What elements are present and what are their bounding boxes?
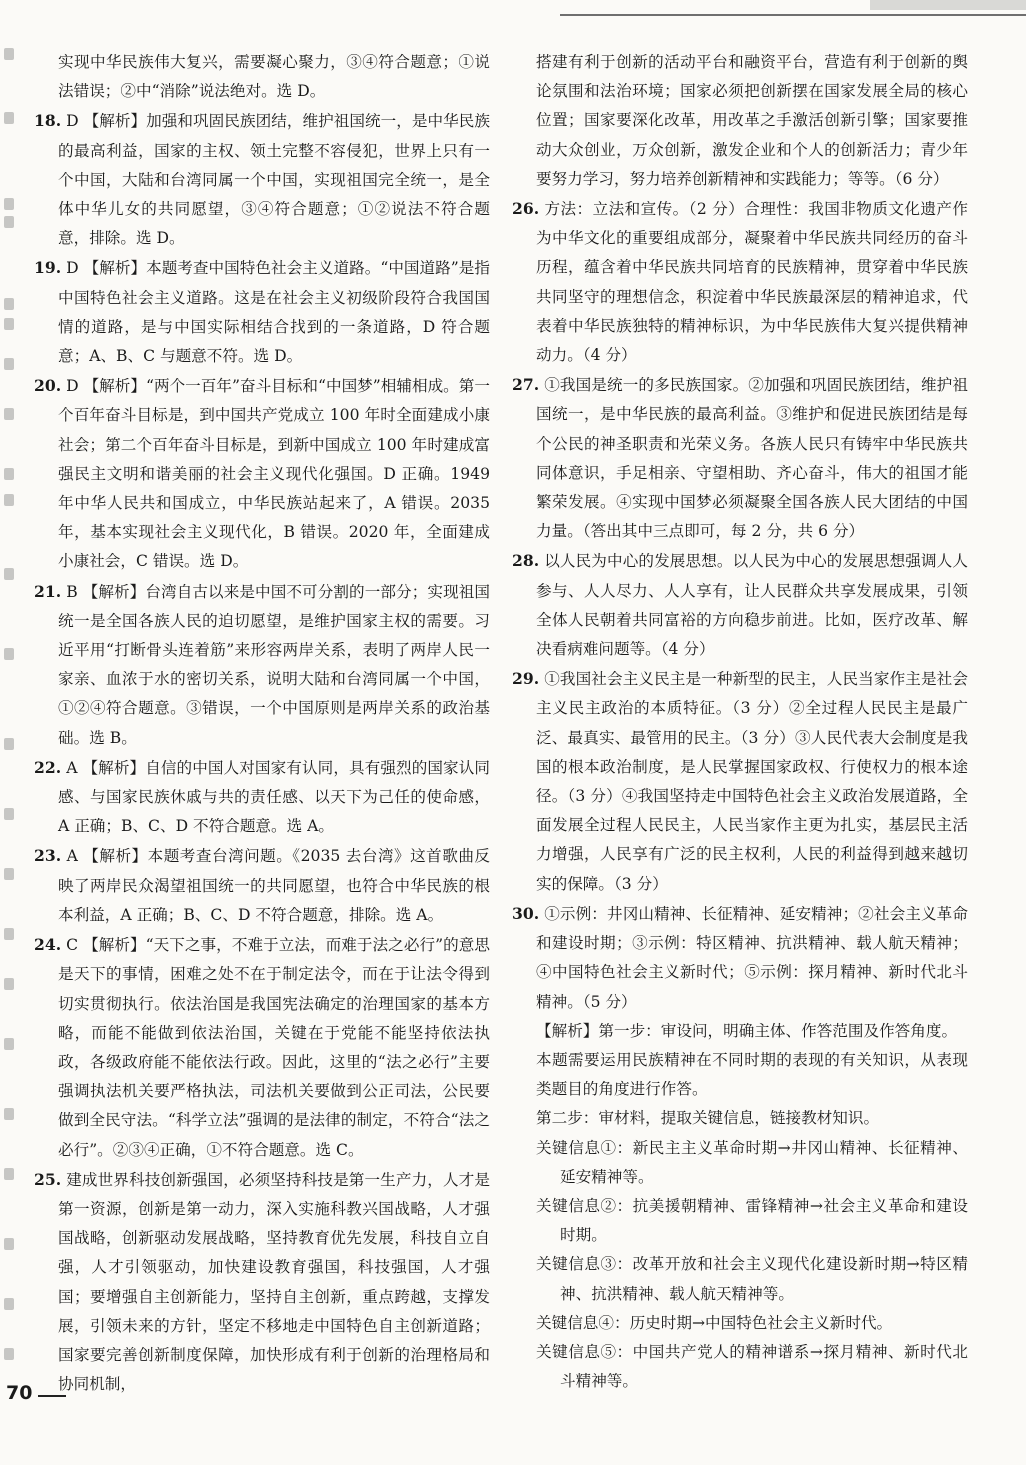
page-number-dash <box>38 1395 66 1397</box>
question-number: 25. <box>34 1169 62 1189</box>
left-column <box>34 48 490 1399</box>
answer-text: ①我国是统一的多民族国家。②加强和巩固民族团结，维护祖国统一，是中华民族的最高利益。③维护和促进民族团结是每个公民的神圣职责和光荣义务。各族人民只有铸牢中华民族共同体意识，手足相亲、守望相助、齐心奋斗，伟大的祖国才能繁荣发展。④实现中国梦必须凝聚全国各族人民大团结的中国力量。（答出其中三点即可，每 2 分，共 6 分） <box>536 376 968 541</box>
answer-text: C 【解析】“天下之事，不难于立法，而难于法之必行”的意思是天下的事情，困难之处不在于制定法令，而在于让法令得到切实贯彻执行。依法治国是我国宪法确定的治理国家的基本方略，而能不能做到依法治国，关键在于党能不能坚持依法执政，各级政府能不能依法行政。因此，这里的“法之必行”主要强调执法机关要严格执法，司法机关要做到公正司法，公民要做到全民守法。“科学立法”强调的是法律的制定，不符合“法之必行”。②③④正确，①不符合题意。选 C。 <box>58 936 490 1159</box>
answer-21 <box>34 577 490 753</box>
answer-27 <box>512 370 968 546</box>
question-number: 19. <box>34 258 62 278</box>
answer-20 <box>34 371 490 576</box>
analysis-intro: 本题需要运用民族精神在不同时期的表现的有关知识，从表现类题目的角度进行作答。 <box>536 1050 968 1099</box>
analysis-step-2: 第二步：审材料，提取关键信息，链接教材知识。 <box>536 1109 880 1128</box>
question-number: 26. <box>512 199 540 219</box>
answer-text: A 【解析】本题考查台湾问题。《2035 去台湾》这首歌曲反映了两岸民众渴望祖国统一的共同愿望，也符合中华民族的根本利益，A 正确；B、C、D 不符合题意，排除。选 A。 <box>58 847 490 924</box>
answer-24 <box>34 930 490 1165</box>
question-number: 21. <box>34 581 62 601</box>
answer-text: B 【解析】台湾自古以来是中国不可分割的一部分；实现祖国统一是全国各族人民的迫切愿望，是维护国家主权的需要。习近平用“打断骨头连着筋”来形容两岸关系，表明了两岸人民一家亲、血浓于水的密切关系，说明大陆和台湾同属一个中国，①②④符合题意。③错误，一个中国原则是两岸关系的政治基础。选 B。 <box>58 582 490 747</box>
question-number: 22. <box>34 757 62 777</box>
answer-text: D 【解析】本题考查中国特色社会主义道路。“中国道路”是指中国特色社会主义道路。这是在社会主义初级阶段符合我国国情的道路，是与中国实际相结合找到的一条道路，D 符合题意；A、B、C 与题意不符。选 D。 <box>58 259 490 366</box>
key-info-5: 关键信息⑤：中国共产党人的精神谱系→探月精神、新时代北斗精神等。 <box>536 1342 968 1391</box>
answer-18 <box>34 106 490 253</box>
answer-23 <box>34 841 490 930</box>
answer-29 <box>512 664 968 899</box>
answer-text: 以人民为中心的发展思想。以人民为中心的发展思想强调人人参与、人人尽力、人人享有，让人民群众共享发展成果，引领全体人民朝着共同富裕的方向稳步前进。比如，医疗改革、解决看病难问题等。（4 分） <box>536 552 968 659</box>
answer-text: D 【解析】加强和巩固民族团结，维护祖国统一，是中华民族的最高利益，国家的主权、领土完整不容侵犯，世界上只有一个中国，大陆和台湾同属一个中国，实现祖国完全统一，是全体中华儿女的共同愿望，③④符合题意；①②说法不符合题意，排除。选 D。 <box>58 112 490 248</box>
answer-text: A 【解析】自信的中国人对国家有认同，具有强烈的国家认同感、与国家民族休戚与共的责任感、以天下为己任的使命感，A 正确；B、C、D 不符合题意。选 A。 <box>58 758 490 836</box>
question-number: 27. <box>512 375 540 395</box>
answer-text: D 【解析】“两个一百年”奋斗目标和“中国梦”相辅相成。第一个百年奋斗目标是，到中国共产党成立 100 年时全面建成小康社会；第二个百年奋斗目标是，到新中国成立 100 年时建成富强民主文明和谐美丽的社会主义现代化强国。D 正确。1949 年中华人民共和国成立，中华民族站起来了，A 错误。2035 年，基本实现社会主义现代化，B 错误。2020 年，全面建成小康社会，C 错误。选 D。 <box>58 377 490 571</box>
right-column <box>512 48 968 1396</box>
q17-tail: 实现中华民族伟大复兴，需要凝心聚力，③④符合题意；①说法错误；②中“消除”说法绝对。选 D。 <box>58 53 490 101</box>
q25-tail: 搭建有利于创新的活动平台和融资平台，营造有利于创新的舆论氛围和法治环境；国家必须把创新摆在国家发展全局的核心位置；国家要深化改革，用改革之手激活创新引擎；国家要推动大众创业，万众创新，激发企业和个人的创新活力；青少年要努力学习，努力培养创新精神和实践能力；等等。（6 分） <box>536 53 968 188</box>
question-number: 23. <box>34 846 62 866</box>
question-number: 29. <box>512 669 540 689</box>
answer-30 <box>512 899 968 1017</box>
answer-text: 建成世界科技创新强国，必须坚持科技是第一生产力，人才是第一资源，创新是第一动力，深入实施科教兴国战略，人才强国战略，创新驱动发展战略，坚持教育优先发展，科技自立自强，人才引领驱动，加快建设教育强国，科技强国，人才强国；要增强自主创新能力，坚持自主创新，重点跨越，支撑发展，引领未来的方针，坚定不移地走中国特色自主创新道路；国家要完善创新制度保障，加快形成有利于创新的治理格局和协同机制， <box>58 1170 490 1394</box>
answer-text: ①我国社会主义民主是一种新型的民主，人民当家作主是社会主义民主政治的本质特征。（3 分）②全过程人民民主是最广泛、最真实、最管用的民主。（3 分）③人民代表大会制度是我国的根本政治制度，是人民掌握国家政权、行使权力的根本途径。（3 分）④我国坚持走中国特色社会主义政治发展道路，全面发展全过程人民民主，人民当家作主更为扎实，基层民主活力增强，人民享有广泛的民主权利，人民的利益得到越来越切实的保障。（3 分） <box>536 670 968 893</box>
question-number: 18. <box>34 111 62 131</box>
key-info-3: 关键信息③：改革开放和社会主义现代化建设新时期→特区精神、抗洪精神、载人航天精神等。 <box>536 1255 968 1303</box>
key-info-1: 关键信息①：新民主主义革命时期→井冈山精神、长征精神、延安精神等。 <box>536 1138 968 1186</box>
analysis-step-1: 【解析】第一步：审设问，明确主体、作答范围及作答角度。 <box>536 1021 958 1040</box>
answer-25 <box>34 1165 490 1400</box>
answer-text: 方法：立法和宣传。（2 分）合理性：我国非物质文化遗产作为中华文化的重要组成部分，凝聚着中华民族共同经历的奋斗历程，蕴含着中华民族共同培育的民族精神，贯穿着中华民族共同坚守的理想信念，积淀着中华民族最深层的精神追求，代表着中华民族独特的精神标识，为中华民族伟大复兴提供精神动力。（4 分） <box>536 200 968 365</box>
question-number: 20. <box>34 376 62 396</box>
question-number: 30. <box>512 903 540 923</box>
question-number: 24. <box>34 935 62 955</box>
answer-19 <box>34 253 490 371</box>
answer-26 <box>512 194 968 370</box>
top-rule <box>560 14 1026 16</box>
answer-28 <box>512 546 968 664</box>
page-number: 70 <box>6 1382 33 1404</box>
question-number: 28. <box>512 551 540 571</box>
key-info-2: 关键信息②：抗美援朝精神、雷锋精神→社会主义革命和建设时期。 <box>536 1196 968 1245</box>
answer-text: ①示例：井冈山精神、长征精神、延安精神；②社会主义革命和建设时期；③示例：特区精神、抗洪精神、载人航天精神；④中国特色社会主义新时代；⑤示例：探月精神、新时代北斗精神。（5 分） <box>536 904 968 1011</box>
top-corner-bar <box>870 0 1026 10</box>
binding-margin <box>0 48 18 1368</box>
key-info-4: 关键信息④：历史时期→中国特色社会主义新时代。 <box>536 1313 893 1332</box>
answer-22 <box>34 753 490 842</box>
